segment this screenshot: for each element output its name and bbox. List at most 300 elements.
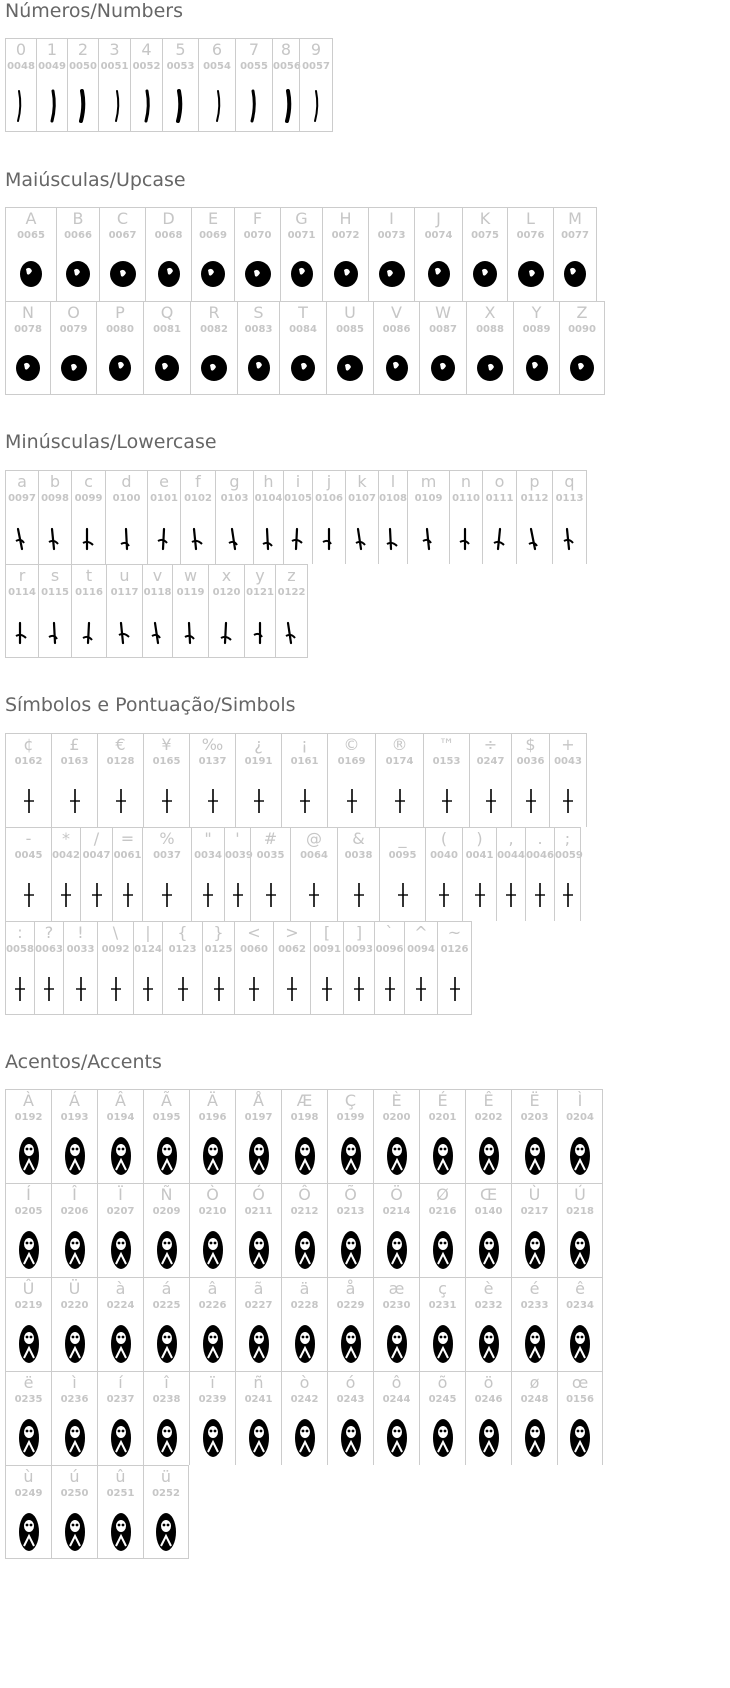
glyph-cell: [552, 470, 587, 564]
glyph-char: I: [389, 209, 394, 228]
glyph-row: [5, 1089, 603, 1183]
glyph-preview-icon: [18, 1512, 40, 1552]
glyph-code: 0162: [14, 756, 43, 767]
glyph-char: A: [25, 209, 37, 228]
glyph-preview-icon: [148, 619, 168, 647]
glyph-code: 0248: [520, 1394, 549, 1405]
glyph-char: v: [152, 566, 163, 585]
glyph-cell: [5, 1465, 51, 1559]
glyph-char: ¡: [301, 735, 308, 754]
glyph-char: K: [479, 209, 491, 228]
glyph-char: È: [391, 1091, 402, 1110]
glyph-code: 0092: [101, 944, 130, 955]
glyph-cell: [511, 733, 549, 827]
glyph-code: 0116: [75, 587, 103, 598]
glyph-code: 0252: [152, 1488, 180, 1499]
glyph-char: \: [112, 923, 119, 942]
glyph-cell: [290, 827, 337, 921]
glyph-code: 0232: [474, 1300, 503, 1311]
glyph-code: 0233: [520, 1300, 549, 1311]
glyph-cell: [50, 301, 96, 395]
glyph-char: a: [17, 472, 27, 491]
glyph-cell: [404, 921, 437, 1015]
glyph-preview-icon: [109, 259, 137, 289]
glyph-char: 1: [46, 40, 58, 59]
glyph-code: 0103: [220, 493, 249, 504]
glyph-cell: [553, 207, 597, 301]
glyph-char: ¥: [161, 735, 172, 754]
glyph-code: 0239: [198, 1394, 227, 1405]
glyph-char: ë: [23, 1373, 34, 1392]
glyph-preview-icon: [64, 1418, 86, 1458]
glyph-cell: [465, 1089, 511, 1183]
glyph-char: Õ: [344, 1185, 357, 1204]
glyph-preview-icon: [248, 1418, 270, 1458]
glyph-preview-icon: [386, 1324, 408, 1364]
glyph-cell: [482, 470, 516, 564]
glyph-cell: [5, 207, 56, 301]
glyph-code: 0095: [388, 850, 417, 861]
glyph-char: .: [537, 829, 543, 848]
glyph-preview-icon: [294, 1418, 316, 1458]
glyph-char: $: [525, 735, 536, 754]
glyph-cell: [189, 1183, 235, 1277]
glyph-cell: [469, 733, 511, 827]
glyph-grid: [5, 733, 587, 1015]
glyph-cell: [189, 1089, 235, 1183]
glyph-code: 0242: [290, 1394, 319, 1405]
glyph-cell: [549, 733, 587, 827]
glyph-preview-icon: [202, 1230, 224, 1270]
glyph-code: 0050: [69, 61, 97, 72]
glyph-code: 0243: [336, 1394, 365, 1405]
glyph-cell: [557, 1277, 603, 1371]
glyph-preview-icon: [332, 259, 360, 289]
glyph-code: 0033: [66, 944, 95, 955]
glyph-preview-icon: [522, 786, 540, 816]
glyph-cell: [190, 301, 237, 395]
glyph-cell: [143, 1371, 189, 1465]
glyph-cell: [449, 470, 482, 564]
glyph-cell: [345, 470, 378, 564]
glyph-preview-icon: [523, 353, 551, 383]
glyph-preview-icon: [340, 1230, 362, 1270]
glyph-char: À: [23, 1091, 34, 1110]
glyph-code: 0111: [485, 493, 514, 504]
glyph-char: ©: [343, 735, 360, 754]
glyph-code: 0035: [256, 850, 285, 861]
glyph-preview-icon: [119, 880, 137, 910]
glyph-code: 0125: [204, 944, 233, 955]
glyph-char: ;: [564, 829, 571, 848]
glyph-code: 0042: [52, 850, 80, 861]
glyph-preview-icon: [245, 974, 263, 1004]
glyph-preview-icon: [435, 880, 453, 910]
glyph-cell: [143, 1183, 189, 1277]
glyph-preview-icon: [318, 974, 336, 1004]
glyph-preview-icon: [248, 1324, 270, 1364]
glyph-char: Q: [160, 303, 174, 322]
glyph-char: S: [253, 303, 264, 322]
glyph-char: 6: [211, 40, 223, 59]
glyph-cell: [281, 733, 327, 827]
glyph-code: 0123: [168, 944, 197, 955]
glyph-preview-icon: [110, 1418, 132, 1458]
glyph-char: ÷: [483, 735, 498, 754]
glyph-preview-icon: [394, 880, 412, 910]
glyph-preview-icon: [40, 974, 58, 1004]
glyph-cell: [38, 564, 71, 658]
glyph-cell: [419, 1277, 465, 1371]
glyph-code: 0046: [526, 850, 554, 861]
glyph-char: `: [385, 923, 394, 942]
glyph-cell: [554, 827, 581, 921]
glyph-cell: [145, 207, 191, 301]
glyph-cell: [98, 38, 130, 132]
glyph-char: ]: [355, 923, 363, 942]
glyph-preview-icon: [154, 525, 174, 553]
glyph-char: Ñ: [160, 1185, 173, 1204]
glyph-preview-icon: [79, 525, 99, 553]
glyph-code: 0054: [203, 61, 231, 72]
glyph-code: 0102: [184, 493, 212, 504]
glyph-char: G: [295, 209, 308, 228]
glyph-preview-icon: [64, 1230, 86, 1270]
glyph-cell: [237, 301, 279, 395]
glyph-code: 0086: [382, 324, 411, 335]
glyph-preview-icon: [383, 353, 411, 383]
glyph-cell: [99, 207, 145, 301]
glyph-char: u: [119, 566, 130, 585]
glyph-cell: [5, 470, 38, 564]
glyph-cell: [189, 1371, 235, 1465]
glyph-cell: [133, 921, 162, 1015]
glyph-code: 0194: [106, 1112, 135, 1123]
glyph-cell: [281, 1089, 327, 1183]
glyph-code: 0169: [337, 756, 366, 767]
glyph-code: 0117: [110, 587, 139, 598]
glyph-char: >: [285, 923, 299, 942]
glyph-preview-icon: [18, 1418, 40, 1458]
glyph-cell: [51, 1465, 97, 1559]
glyph-char: Z: [576, 303, 588, 322]
glyph-char: l: [390, 472, 396, 491]
glyph-code: 0056: [273, 61, 301, 72]
glyph-cell: [130, 38, 162, 132]
glyph-preview-icon: [432, 1230, 454, 1270]
glyph-code: 0049: [38, 61, 66, 72]
glyph-preview-icon: [432, 1136, 454, 1176]
glyph-char: F: [252, 209, 263, 228]
glyph-char: Â: [115, 1091, 126, 1110]
glyph-preview-icon: [110, 1512, 132, 1552]
glyph-preview-icon: [229, 880, 247, 910]
glyph-preview-icon: [217, 619, 237, 647]
glyph-code: 0071: [287, 230, 316, 241]
glyph-preview-icon: [247, 89, 261, 123]
glyph-code: 0153: [432, 756, 461, 767]
glyph-char: ö: [483, 1373, 494, 1392]
glyph-cell: [97, 1465, 143, 1559]
glyph-char: g: [229, 472, 240, 491]
glyph-cell: [224, 827, 253, 921]
glyph-char: J: [436, 209, 441, 228]
glyph-code: 0251: [106, 1488, 135, 1499]
glyph-row: [5, 301, 605, 395]
glyph-preview-icon: [72, 974, 90, 1004]
glyph-preview-icon: [294, 1136, 316, 1176]
glyph-cell: [299, 38, 333, 132]
glyph-preview-icon: [60, 353, 88, 383]
glyph-preview-icon: [569, 1230, 591, 1270]
glyph-char: ç: [438, 1279, 447, 1298]
glyph-char: œ: [571, 1373, 589, 1392]
glyph-cell: [557, 1089, 603, 1183]
glyph-cell: [373, 1371, 419, 1465]
glyph-cell: [557, 1371, 603, 1465]
glyph-char: é: [529, 1279, 540, 1298]
glyph-code: 0230: [382, 1300, 411, 1311]
glyph-cell: [235, 38, 272, 132]
glyph-char: à: [115, 1279, 126, 1298]
glyph-cell: [180, 470, 215, 564]
glyph-cell: [5, 301, 50, 395]
glyph-char: ': [235, 829, 240, 848]
section-title: Números/Numbers: [5, 0, 183, 22]
glyph-code: 0104: [254, 493, 283, 504]
glyph-char: r: [18, 566, 26, 585]
glyph-cell: [5, 1371, 51, 1465]
glyph-char: c: [84, 472, 93, 491]
glyph-preview-icon: [560, 525, 580, 553]
glyph-char: Í: [26, 1185, 31, 1204]
glyph-code: 0219: [14, 1300, 43, 1311]
glyph-code: 0060: [240, 944, 268, 955]
glyph-code: 0076: [516, 230, 545, 241]
glyph-cell: [326, 301, 373, 395]
glyph-preview-icon: [478, 1136, 500, 1176]
glyph-char: H: [339, 209, 352, 228]
glyph-preview-icon: [155, 1512, 177, 1552]
glyph-preview-icon: [64, 259, 92, 289]
glyph-cell: [414, 207, 462, 301]
glyph-char: i: [295, 472, 301, 491]
glyph-preview-icon: [204, 786, 222, 816]
glyph-char: B: [72, 209, 84, 228]
glyph-code: 0078: [14, 324, 42, 335]
glyph-preview-icon: [438, 786, 456, 816]
glyph-preview-icon: [471, 880, 489, 910]
glyph-preview-icon: [108, 89, 122, 123]
glyph-char: Ô: [298, 1185, 311, 1204]
glyph-preview-icon: [386, 1230, 408, 1270]
glyph-preview-icon: [88, 880, 106, 910]
glyph-cell: [343, 921, 374, 1015]
glyph-code: 0237: [106, 1394, 135, 1405]
glyph-cell: [419, 301, 466, 395]
glyph-preview-icon: [12, 525, 32, 553]
glyph-char: ®: [391, 735, 408, 754]
glyph-char: Ú: [574, 1185, 586, 1204]
glyph-char: ã: [253, 1279, 264, 1298]
glyph-code: 0038: [344, 850, 373, 861]
glyph-preview-icon: [412, 974, 430, 1004]
glyph-cell: [172, 564, 208, 658]
glyph-code: 0045: [14, 850, 43, 861]
glyph-code: 0044: [497, 850, 525, 861]
glyph-char: N: [22, 303, 34, 322]
glyph-char: *: [62, 829, 70, 848]
glyph-char: Y: [531, 303, 542, 322]
glyph-char: î: [164, 1373, 169, 1392]
glyph-cell: [525, 827, 554, 921]
glyph-code: 0041: [465, 850, 494, 861]
glyph-cell: [143, 1465, 189, 1559]
glyph-preview-icon: [289, 353, 317, 383]
glyph-preview-icon: [343, 786, 361, 816]
glyph-char: ,: [508, 829, 514, 848]
glyph-char: R: [208, 303, 220, 322]
glyph-code: 0121: [246, 587, 274, 598]
glyph-code: 0094: [407, 944, 435, 955]
glyph-code: 0206: [60, 1206, 89, 1217]
glyph-char: e: [159, 472, 169, 491]
glyph-code: 0079: [59, 324, 88, 335]
glyph-code: 0106: [315, 493, 343, 504]
glyph-preview-icon: [568, 353, 596, 383]
glyph-grid: [5, 470, 587, 658]
glyph-char: /: [93, 829, 100, 848]
glyph-char: &: [352, 829, 365, 848]
glyph-char: n: [460, 472, 472, 491]
glyph-char: Î: [72, 1185, 77, 1204]
glyph-cell: [465, 1371, 511, 1465]
glyph-preview-icon: [210, 89, 224, 123]
glyph-preview-icon: [476, 353, 504, 383]
glyph-char: Ï: [118, 1185, 123, 1204]
glyph-code: 0161: [290, 756, 319, 767]
glyph-char: 9: [310, 40, 322, 59]
glyph-preview-icon: [309, 89, 323, 123]
glyph-char: ": [204, 829, 212, 848]
glyph-char: ó: [345, 1373, 356, 1392]
glyph-cell: [142, 827, 191, 921]
glyph-char: p: [529, 472, 540, 491]
glyph-code: 0165: [152, 756, 181, 767]
glyph-code: 0034: [194, 850, 222, 861]
glyph-code: 0247: [476, 756, 505, 767]
glyph-code: 0156: [566, 1394, 594, 1405]
glyph-preview-icon: [478, 1230, 500, 1270]
glyph-preview-icon: [76, 89, 90, 123]
glyph-code: 0220: [60, 1300, 89, 1311]
glyph-code: 0201: [428, 1112, 457, 1123]
glyph-preview-icon: [419, 525, 439, 553]
glyph-cell: [281, 1183, 327, 1277]
glyph-preview-icon: [432, 1418, 454, 1458]
glyph-preview-icon: [350, 974, 368, 1004]
glyph-cell: [244, 564, 275, 658]
glyph-char: {: [177, 923, 188, 942]
glyph-char: É: [437, 1091, 448, 1110]
glyph-cell: [379, 827, 425, 921]
glyph-char: ¢: [23, 735, 34, 754]
glyph-cell: [215, 470, 253, 564]
glyph-cell: [56, 207, 99, 301]
glyph-row: [5, 733, 587, 827]
glyph-code: 0062: [278, 944, 306, 955]
glyph-cell: [465, 1183, 511, 1277]
glyph-cell: [67, 38, 98, 132]
glyph-char: o: [494, 472, 505, 491]
glyph-code: 0059: [555, 850, 583, 861]
glyph-preview-icon: [283, 974, 301, 1004]
glyph-preview-icon: [288, 525, 308, 553]
glyph-preview-icon: [107, 974, 125, 1004]
glyph-preview-icon: [294, 1324, 316, 1364]
glyph-preview-icon: [350, 880, 368, 910]
glyph-cell: [373, 1183, 419, 1277]
glyph-preview-icon: [210, 974, 228, 1004]
glyph-preview-icon: [559, 880, 577, 910]
glyph-code: 0085: [336, 324, 364, 335]
glyph-char: Ø: [436, 1185, 449, 1204]
glyph-cell: [272, 38, 299, 132]
glyph-char: w: [183, 566, 198, 585]
glyph-char: ú: [69, 1467, 80, 1486]
glyph-code: 0210: [198, 1206, 227, 1217]
glyph-char: m: [420, 472, 437, 491]
glyph-preview-icon: [569, 1324, 591, 1364]
glyph-preview-icon: [110, 1324, 132, 1364]
glyph-preview-icon: [569, 1136, 591, 1176]
glyph-char: ‰: [201, 735, 224, 754]
glyph-code: 0080: [106, 324, 134, 335]
glyph-char: ): [476, 829, 483, 848]
glyph-code: 0083: [244, 324, 273, 335]
glyph-code: 0200: [382, 1112, 411, 1123]
glyph-cell: [162, 921, 202, 1015]
glyph-char: 0: [15, 40, 27, 59]
glyph-preview-icon: [250, 786, 268, 816]
glyph-preview-icon: [199, 880, 217, 910]
glyph-code: 0193: [60, 1112, 89, 1123]
glyph-grid: [5, 207, 605, 395]
glyph-preview-icon: [202, 1418, 224, 1458]
glyph-row: [5, 38, 333, 132]
glyph-cell: [142, 564, 172, 658]
glyph-preview-icon: [79, 619, 99, 647]
glyph-code: 0073: [377, 230, 406, 241]
glyph-cell: [234, 207, 280, 301]
glyph-cell: [419, 1089, 465, 1183]
glyph-code: 0198: [290, 1112, 319, 1123]
glyph-preview-icon: [156, 1418, 178, 1458]
glyph-preview-icon: [352, 525, 372, 553]
glyph-char: ^: [414, 923, 428, 942]
glyph-code: 0082: [200, 324, 228, 335]
glyph-preview-icon: [478, 1418, 500, 1458]
glyph-cell: [208, 564, 244, 658]
glyph-cell: [5, 38, 36, 132]
glyph-row: [5, 1371, 603, 1465]
glyph-char: 3: [109, 40, 120, 59]
glyph-code: 0250: [60, 1488, 89, 1499]
glyph-preview-icon: [174, 89, 188, 123]
glyph-code: 0052: [132, 61, 161, 72]
glyph-char: U: [344, 303, 356, 322]
glyph-preview-icon: [202, 1136, 224, 1176]
